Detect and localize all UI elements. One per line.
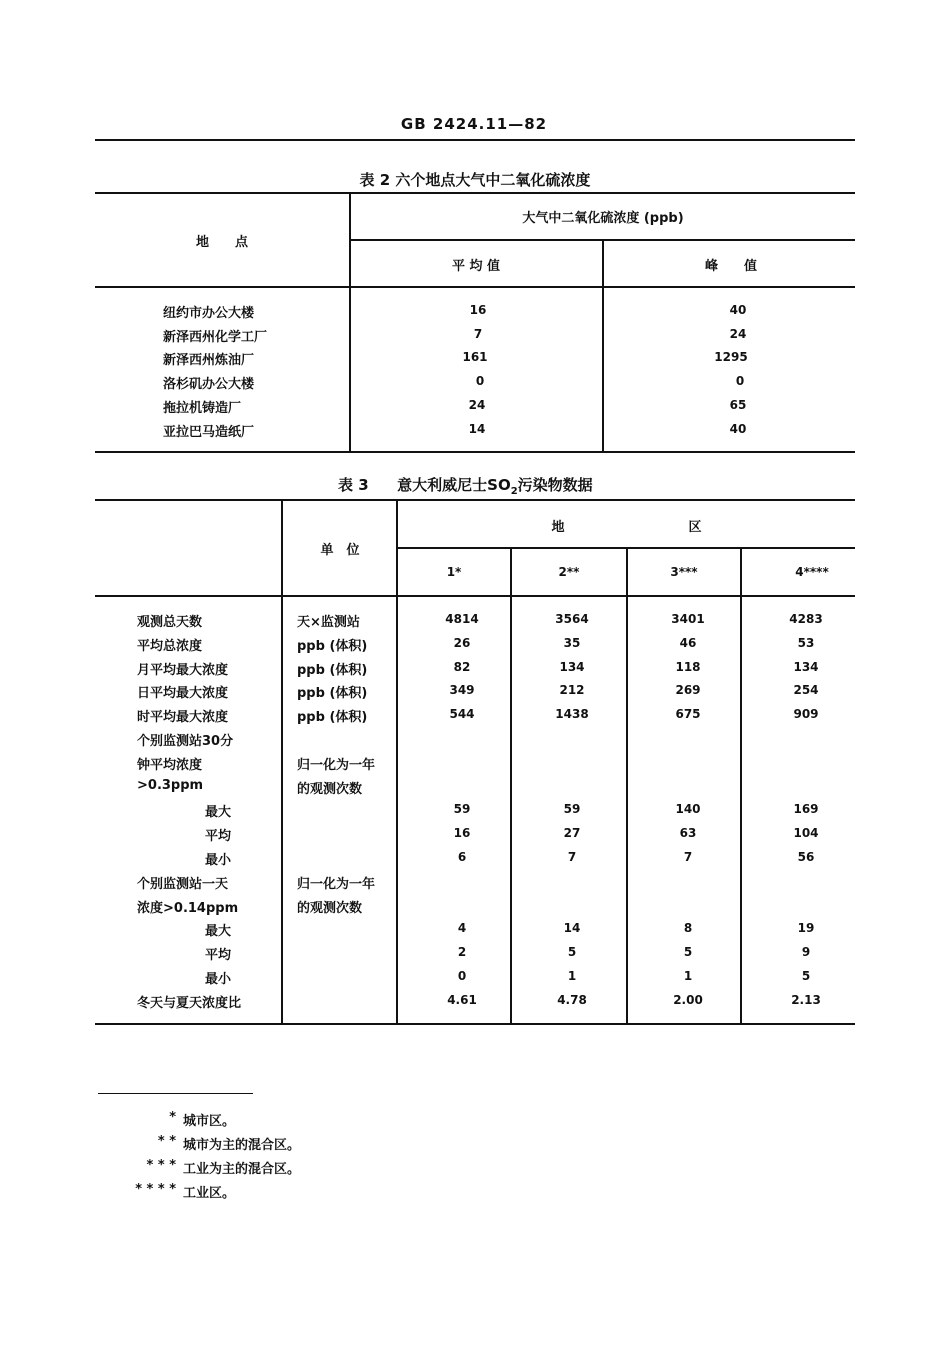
footnote-text: 工业为主的混合区。: [183, 1162, 301, 1177]
header-rule: [95, 139, 855, 141]
row-label: 浓度>0.14ppm: [137, 901, 239, 916]
region-1-cell: 82: [453, 660, 471, 674]
region-4-cell: 5: [801, 969, 811, 983]
table2-bottom-rule: [95, 451, 855, 453]
unit-cell: ppb (体积): [297, 639, 368, 654]
table3-header-rule: [95, 595, 855, 597]
place-cell: 亚拉巴马造纸厂: [163, 425, 255, 440]
table3-top-rule: [95, 499, 855, 501]
table3-caption-prefix: 表 3: [338, 476, 369, 494]
unit-cell: 的观测次数: [297, 782, 363, 797]
avg-cell: 24: [468, 398, 486, 412]
row-label: 冬天与夏天浓度比: [137, 996, 242, 1011]
footnote-mark: * * *: [146, 1158, 176, 1173]
region-3-cell: 675: [675, 707, 701, 721]
avg-cell: 16: [469, 303, 487, 317]
region-4-cell: 254: [793, 683, 819, 697]
table2-caption: 表 2 六个地点大气中二氧化硫浓度: [359, 171, 591, 189]
unit-cell: ppb (体积): [297, 663, 368, 678]
region-1-cell: 26: [453, 636, 471, 650]
peak-cell: 24: [729, 327, 747, 341]
place-cell: 拖拉机铸造厂: [163, 401, 242, 416]
table2-header-rule: [95, 286, 855, 288]
avg-cell: 161: [462, 350, 488, 364]
region-4-cell: 56: [797, 850, 815, 864]
table3-vline-4: [626, 547, 628, 1023]
table3-bottom-rule: [95, 1023, 855, 1025]
region-3-cell: 269: [675, 683, 701, 697]
row-label: 最小: [205, 853, 232, 868]
row-label: 月平均最大浓度: [137, 663, 229, 678]
region-3-cell: 118: [675, 660, 701, 674]
region-4-cell: 104: [793, 826, 819, 840]
region-3-cell: 63: [679, 826, 697, 840]
table3-vline-5: [740, 547, 742, 1023]
region-2-cell: 134: [559, 660, 585, 674]
avg-cell: 0: [475, 374, 485, 388]
region-3-cell: 3401: [671, 612, 705, 626]
region-1-cell: 6: [457, 850, 467, 864]
region-1-cell: 4.61: [447, 993, 477, 1007]
unit-cell: ppb (体积): [297, 710, 368, 725]
footnote-text: 城市为主的混合区。: [183, 1138, 301, 1153]
region-4-cell: 909: [793, 707, 819, 721]
table3-col-region-a: 地: [551, 520, 565, 535]
row-label: 最小: [205, 972, 232, 987]
footnote-mark: * * * *: [135, 1182, 176, 1197]
table3-vline-2: [396, 500, 398, 1023]
row-label: 平均: [205, 829, 232, 844]
region-2-cell: 4.78: [557, 993, 587, 1007]
region-3-cell: 140: [675, 802, 701, 816]
peak-cell: 40: [729, 422, 747, 436]
row-label: 钟平均浓度: [137, 758, 203, 773]
row-label: 平均总浓度: [137, 639, 203, 654]
table2-col-place: 地 点: [195, 235, 249, 250]
row-label: >0.3ppm: [137, 778, 204, 793]
region-1-cell: 4: [457, 921, 467, 935]
row-label: 个别监测站一天: [137, 877, 229, 892]
peak-cell: 40: [729, 303, 747, 317]
region-4-cell: 9: [801, 945, 811, 959]
region-2-cell: 35: [563, 636, 581, 650]
region-1-header: 1*: [446, 565, 462, 579]
region-2-header: 2**: [558, 565, 580, 579]
region-2-cell: 1438: [555, 707, 589, 721]
region-3-cell: 7: [683, 850, 693, 864]
region-4-cell: 169: [793, 802, 819, 816]
table2-vline-2: [602, 239, 604, 451]
row-label: 日平均最大浓度: [137, 686, 229, 701]
footnote-rule: [98, 1093, 253, 1094]
place-cell: 洛杉矶办公大楼: [163, 377, 255, 392]
region-2-cell: 3564: [555, 612, 589, 626]
place-cell: 新泽西州化学工厂: [163, 330, 268, 345]
region-3-header: 3***: [670, 565, 698, 579]
region-1-cell: 349: [449, 683, 475, 697]
table3-caption-text: 意大利威尼士SO: [397, 476, 511, 494]
table3-vline-3: [510, 547, 512, 1023]
table3-caption: [338, 474, 593, 497]
row-label: 最大: [205, 805, 232, 820]
region-4-header: 4****: [795, 565, 829, 579]
region-4-cell: 53: [797, 636, 815, 650]
region-3-cell: 46: [679, 636, 697, 650]
region-1-cell: 544: [449, 707, 475, 721]
table2-subheader-rule: [350, 239, 855, 241]
table3-subheader-rule: [397, 547, 855, 549]
table2-col-peak: 峰 值: [704, 259, 758, 274]
footnote-text: 工业区。: [183, 1186, 236, 1201]
region-1-cell: 16: [453, 826, 471, 840]
region-3-cell: 8: [683, 921, 693, 935]
row-label: 平均: [205, 948, 232, 963]
region-1-cell: 59: [453, 802, 471, 816]
unit-cell: 归一化为一年: [297, 877, 376, 892]
region-2-cell: 212: [559, 683, 585, 697]
region-4-cell: 19: [797, 921, 815, 935]
table2-top-rule: [95, 192, 855, 194]
peak-cell: 65: [729, 398, 747, 412]
peak-cell: 0: [735, 374, 745, 388]
region-3-cell: 1: [683, 969, 693, 983]
region-2-cell: 1: [567, 969, 577, 983]
avg-cell: 7: [473, 327, 483, 341]
unit-cell: ppb (体积): [297, 686, 368, 701]
table3-col-unit: 单 位: [320, 543, 360, 558]
table3-vline-1: [281, 500, 283, 1023]
table3-caption-suffix: 污染物数据: [517, 476, 593, 494]
region-1-cell: 0: [457, 969, 467, 983]
region-2-cell: 7: [567, 850, 577, 864]
table2-col-group: 大气中二氧化硫浓度 (ppb): [522, 211, 684, 226]
unit-cell: 归一化为一年: [297, 758, 376, 773]
region-2-cell: 27: [563, 826, 581, 840]
table2-col-avg: 平 均 值: [451, 259, 501, 274]
row-label: 个别监测站30分: [137, 734, 234, 749]
region-4-cell: 2.13: [791, 993, 821, 1007]
row-label: 时平均最大浓度: [137, 710, 229, 725]
page-header: GB 2424.11—82: [400, 115, 548, 133]
footnote-text: 城市区。: [183, 1114, 236, 1129]
region-3-cell: 2.00: [673, 993, 703, 1007]
footnote-mark: * *: [157, 1134, 176, 1149]
table2-vline-1: [349, 193, 351, 451]
region-2-cell: 5: [567, 945, 577, 959]
table3-col-region-b: 区: [688, 520, 702, 535]
region-4-cell: 4283: [789, 612, 823, 626]
unit-cell: 的观测次数: [297, 901, 363, 916]
avg-cell: 14: [468, 422, 486, 436]
table3-caption-sub: 2: [510, 486, 518, 497]
peak-cell: 1295: [714, 350, 748, 364]
unit-cell: 天×监测站: [297, 615, 360, 630]
region-2-cell: 14: [563, 921, 581, 935]
footnote-mark: *: [169, 1110, 176, 1125]
row-label: 最大: [205, 924, 232, 939]
place-cell: 新泽西州炼油厂: [163, 353, 255, 368]
region-1-cell: 2: [457, 945, 467, 959]
region-1-cell: 4814: [445, 612, 479, 626]
region-3-cell: 5: [683, 945, 693, 959]
region-4-cell: 134: [793, 660, 819, 674]
place-cell: 纽约市办公大楼: [163, 306, 255, 321]
row-label: 观测总天数: [137, 615, 203, 630]
region-2-cell: 59: [563, 802, 581, 816]
